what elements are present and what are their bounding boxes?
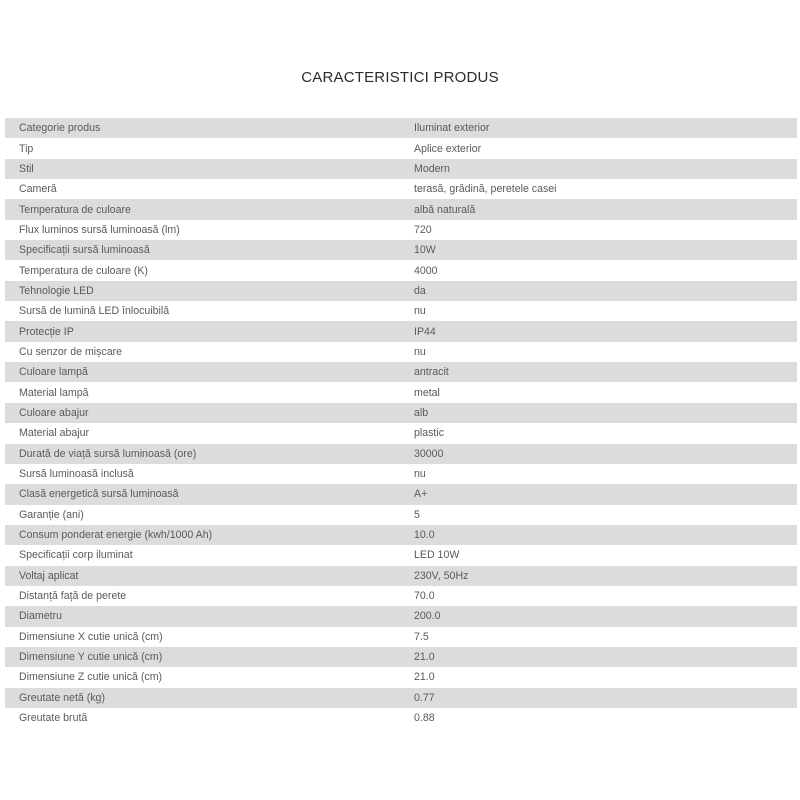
spec-value: A+ bbox=[399, 484, 797, 504]
spec-value: 0.88 bbox=[399, 708, 797, 728]
table-row bbox=[5, 240, 797, 260]
spec-label: Durată de viață sursă luminoasă (ore) bbox=[5, 444, 399, 464]
spec-value: 70.0 bbox=[399, 586, 797, 606]
spec-label: Material lampă bbox=[5, 382, 399, 402]
table-row bbox=[5, 606, 797, 626]
spec-value: nu bbox=[399, 342, 797, 362]
spec-value: plastic bbox=[399, 423, 797, 443]
table-row bbox=[5, 159, 797, 179]
spec-label: Sursă de lumină LED înlocuibilă bbox=[5, 301, 399, 321]
spec-label: Cu senzor de mișcare bbox=[5, 342, 399, 362]
table-row bbox=[5, 118, 797, 138]
spec-value: Modern bbox=[399, 159, 797, 179]
spec-value: 21.0 bbox=[399, 667, 797, 687]
spec-value: 30000 bbox=[399, 444, 797, 464]
table-row bbox=[5, 301, 797, 321]
spec-value: IP44 bbox=[399, 321, 797, 341]
spec-label: Tehnologie LED bbox=[5, 281, 399, 301]
table-row bbox=[5, 505, 797, 525]
spec-label: Culoare abajur bbox=[5, 403, 399, 423]
table-row bbox=[5, 403, 797, 423]
spec-label: Dimensiune X cutie unică (cm) bbox=[5, 627, 399, 647]
table-row bbox=[5, 321, 797, 341]
spec-value: albă naturală bbox=[399, 199, 797, 219]
spec-label: Culoare lampă bbox=[5, 362, 399, 382]
spec-value: antracit bbox=[399, 362, 797, 382]
spec-label: Diametru bbox=[5, 606, 399, 626]
spec-value: 720 bbox=[399, 220, 797, 240]
spec-label: Dimensiune Y cutie unică (cm) bbox=[5, 647, 399, 667]
spec-label: Specificații sursă luminoasă bbox=[5, 240, 399, 260]
table-row bbox=[5, 179, 797, 199]
table-row bbox=[5, 362, 797, 382]
spec-label: Dimensiune Z cutie unică (cm) bbox=[5, 667, 399, 687]
table-row bbox=[5, 464, 797, 484]
spec-value: nu bbox=[399, 301, 797, 321]
spec-label: Tip bbox=[5, 138, 399, 158]
page-title: CARACTERISTICI PRODUS bbox=[301, 69, 499, 86]
spec-label: Material abajur bbox=[5, 423, 399, 443]
table-row bbox=[5, 586, 797, 606]
table-row bbox=[5, 220, 797, 240]
spec-value: 5 bbox=[399, 505, 797, 525]
spec-label: Voltaj aplicat bbox=[5, 566, 399, 586]
table-row bbox=[5, 382, 797, 402]
table-row bbox=[5, 423, 797, 443]
spec-label: Greutate netă (kg) bbox=[5, 688, 399, 708]
spec-value: 230V, 50Hz bbox=[399, 566, 797, 586]
table-row bbox=[5, 545, 797, 565]
spec-label: Temperatura de culoare (K) bbox=[5, 260, 399, 280]
spec-value: 200.0 bbox=[399, 606, 797, 626]
spec-value: nu bbox=[399, 464, 797, 484]
spec-value: 10W bbox=[399, 240, 797, 260]
spec-value: 10.0 bbox=[399, 525, 797, 545]
spec-value: 4000 bbox=[399, 260, 797, 280]
spec-value: 7.5 bbox=[399, 627, 797, 647]
specifications-table bbox=[5, 118, 797, 728]
spec-label: Temperatura de culoare bbox=[5, 199, 399, 219]
spec-value: Iluminat exterior bbox=[399, 118, 797, 138]
table-row bbox=[5, 444, 797, 464]
spec-label: Protecție IP bbox=[5, 321, 399, 341]
table-row bbox=[5, 627, 797, 647]
spec-value: LED 10W bbox=[399, 545, 797, 565]
spec-label: Flux luminos sursă luminoasă (lm) bbox=[5, 220, 399, 240]
spec-value: 21.0 bbox=[399, 647, 797, 667]
spec-label: Categorie produs bbox=[5, 118, 399, 138]
table-row bbox=[5, 138, 797, 158]
table-row bbox=[5, 708, 797, 728]
spec-value: metal bbox=[399, 382, 797, 402]
spec-value: alb bbox=[399, 403, 797, 423]
spec-label: Cameră bbox=[5, 179, 399, 199]
table-row bbox=[5, 688, 797, 708]
spec-value: da bbox=[399, 281, 797, 301]
table-row bbox=[5, 281, 797, 301]
table-row bbox=[5, 566, 797, 586]
specifications-table-body bbox=[5, 118, 797, 728]
table-row bbox=[5, 667, 797, 687]
spec-value: terasă, grădină, peretele casei bbox=[399, 179, 797, 199]
table-row bbox=[5, 260, 797, 280]
table-row bbox=[5, 647, 797, 667]
table-row bbox=[5, 484, 797, 504]
spec-value: 0.77 bbox=[399, 688, 797, 708]
spec-label: Stil bbox=[5, 159, 399, 179]
spec-label: Specificații corp iluminat bbox=[5, 545, 399, 565]
spec-label: Distanță față de perete bbox=[5, 586, 399, 606]
spec-label: Clasă energetică sursă luminoasă bbox=[5, 484, 399, 504]
table-row bbox=[5, 199, 797, 219]
table-row bbox=[5, 525, 797, 545]
spec-label: Consum ponderat energie (kwh/1000 Ah) bbox=[5, 525, 399, 545]
table-row bbox=[5, 342, 797, 362]
spec-value: Aplice exterior bbox=[399, 138, 797, 158]
spec-label: Garanție (ani) bbox=[5, 505, 399, 525]
spec-label: Sursă luminoasă inclusă bbox=[5, 464, 399, 484]
spec-label: Greutate brută bbox=[5, 708, 399, 728]
